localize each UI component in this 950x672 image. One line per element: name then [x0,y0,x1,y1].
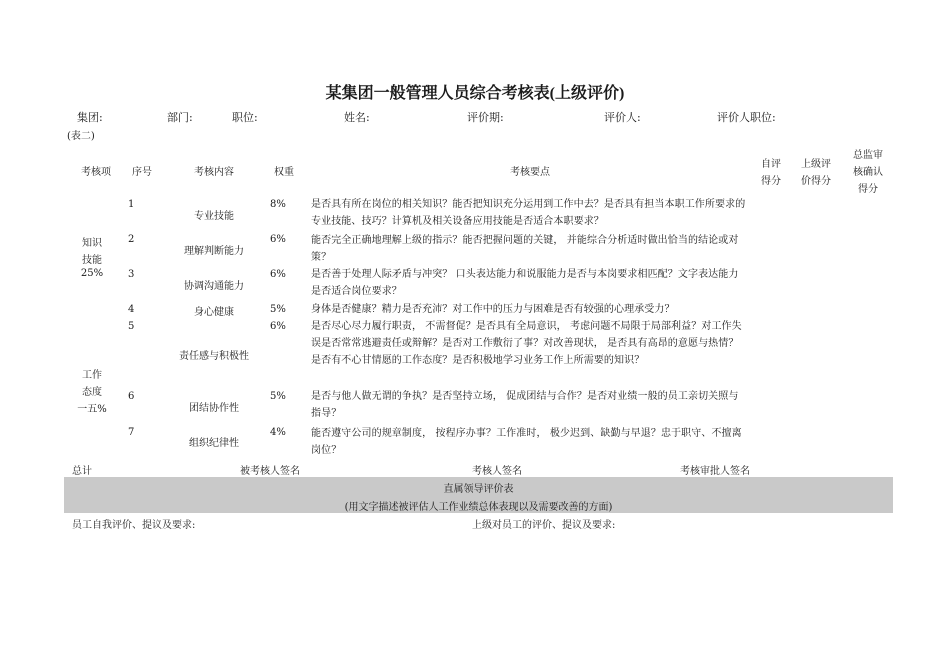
row-6-weight: 5% [270,391,286,402]
header-content: 考核内容 [194,167,234,178]
row-4-content: 身心健康 [194,307,234,318]
row-2-seq: 2 [128,234,135,245]
row-4-seq: 4 [128,304,135,315]
assessor-signature-label: 考核人签名 [472,466,522,477]
row-1-seq: 1 [128,199,135,210]
period-label: 评价期: [467,111,504,124]
group-attitude-line-2: 态度 [82,387,102,398]
row-2-points: 能否完全正确地理解上级的指示？能否把握问题的关键， 并能综合分析适时做出恰当的结论或对策？ [311,235,739,263]
total-label: 总计 [72,466,92,477]
row-6-points: 是否与他人做无谓的争执？是否坚持立场， 促成团结与合作？是否对业绩一般的员工亲切关照与指导？ [311,391,739,419]
header-superior-score-2: 价得分 [801,176,831,187]
supervisor-evaluation-band [64,477,893,513]
header-self-score-1: 自评 [761,159,781,170]
group-knowledge-line-2: 技能 [82,255,102,266]
header-seq: 序号 [132,167,152,178]
evaluator-label: 评价人: [604,111,641,124]
header-director-score-2: 核确认 [853,167,883,178]
row-7-content: 组织纪律性 [189,438,239,449]
row-1-content: 专业技能 [194,211,234,222]
approver-signature-label: 考核审批人签名 [680,466,750,477]
row-2-content: 理解判断能力 [184,246,244,257]
supervisor-evaluation-heading: 直属领导评价表 [443,484,514,495]
self-comment-label: 员工自我评价、提议及要求: [72,520,196,531]
group-label: 集团: [77,111,103,124]
row-4-weight: 5% [270,304,286,315]
header-director-score-1: 总监审 [853,150,883,161]
group-knowledge-weight: 25% [80,268,104,279]
row-3-content: 协调沟通能力 [184,281,244,292]
group-attitude-line-1: 工作 [82,370,102,381]
group-knowledge-line-1: 知识 [82,238,102,249]
row-4-points: 身体是否健康？精力是否充沛？对工作中的压力与困难是否有较强的心理承受力？ [311,304,675,315]
row-6-content: 团结协作性 [189,403,239,414]
evaluator-position-label: 评价人职位: [717,111,776,124]
header-director-score-3: 得分 [858,184,878,195]
row-5-weight: 6% [270,321,286,332]
name-label: 姓名: [344,111,370,124]
row-7-seq: 7 [128,427,135,438]
row-1-points: 是否具有所在岗位的相关知识？能否把知识充分运用到工作中去？是否具有担当本职工作所要求的专业技能、技巧？计算机及相关设备应用技能是否适合本职要求？ [311,199,746,227]
header-weight: 权重 [274,167,294,178]
row-1-weight: 8% [270,199,286,210]
superior-comment-label: 上级对员工的评价、提议及要求: [472,520,616,531]
row-5-content: 责任感与积极性 [179,351,249,362]
page-title: 某集团一般管理人员综合考核表(上级评价) [325,85,625,102]
row-7-weight: 4% [270,427,286,438]
header-self-score-2: 得分 [761,176,781,187]
row-5-points: 是否尽心尽力履行职责， 不需督促？是否具有全局意识， 考虑问题不局限于局部利益？对工作失误是否常常逃避责任或辩解？是否对工作敷衍了事？对改善现状， 是否具有高昂的意愿与热情？是否有不心甘情愿的工作态度？是否积极地学习业务工作上所需要的知识？ [311,321,742,366]
supervisor-evaluation-subheading: (用文字描述被评估人工作业绩总体表现以及需要改善的方面) [344,502,613,513]
header-item: 考核项 [81,167,111,178]
row-5-seq: 5 [128,321,135,332]
department-label: 部门: [167,111,193,124]
header-superior-score-1: 上级评 [801,159,831,170]
table-number: (表二) [67,131,95,142]
row-3-weight: 6% [270,269,286,280]
row-6-seq: 6 [128,391,135,402]
row-3-points: 是否善于处理人际矛盾与冲突？ 口头表达能力和说服能力是否与本岗要求相匹配？文字表达能力是否适合岗位要求？ [311,269,739,297]
row-2-weight: 6% [270,234,286,245]
row-7-points: 能否遵守公司的规章制度， 按程序办事？工作准时， 极少迟到、缺勤与早退？忠于职守、不擅离岗位？ [311,428,742,456]
row-3-seq: 3 [128,269,135,280]
header-points: 考核要点 [510,167,550,178]
assessee-signature-label: 被考核人签名 [240,466,300,477]
group-attitude-weight: 一五% [77,404,107,415]
position-label: 职位: [232,111,258,124]
